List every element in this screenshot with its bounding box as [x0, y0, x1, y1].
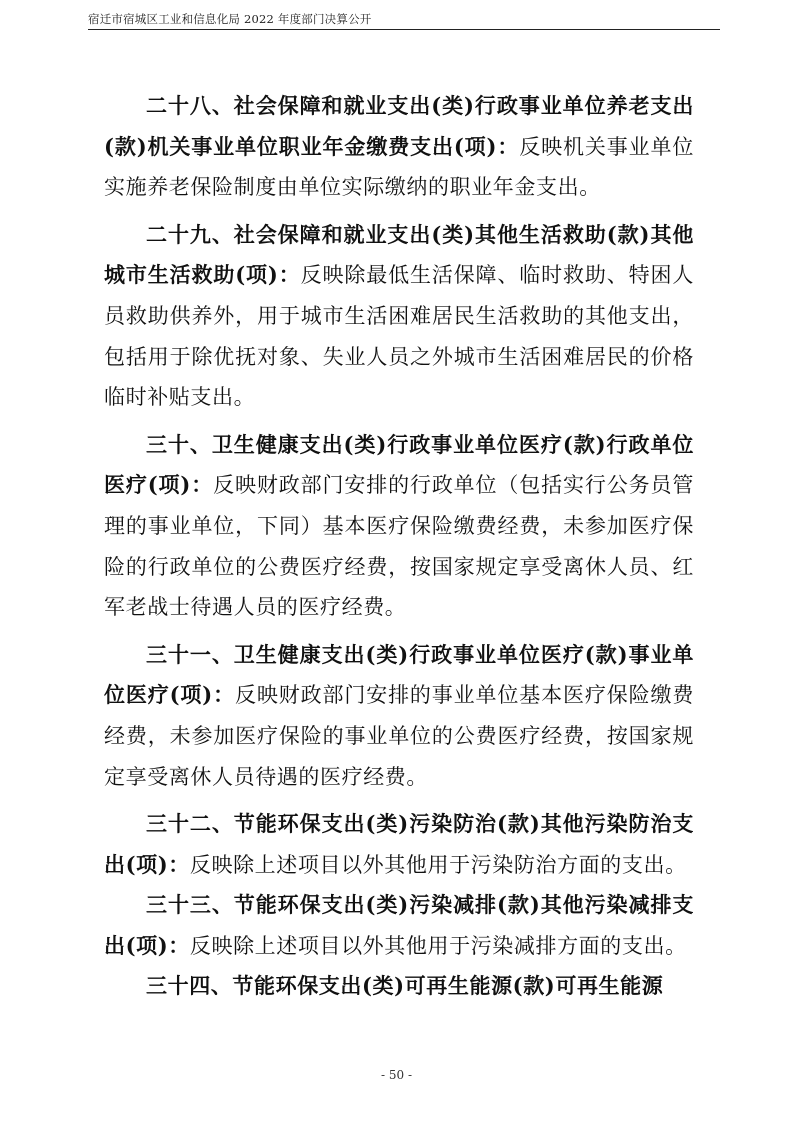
page-number: - 50 - [380, 1068, 412, 1082]
paragraph-32-text: 反映除上述项目以外其他用于污染防治方面的支出。 [189, 852, 687, 877]
paragraph-33-text: 反映除上述项目以外其他用于污染减排方面的支出。 [189, 933, 687, 958]
paragraph-30-heading: 三十、卫生健康支出(类)行政事业单位医疗(款)行政单位医疗(项)： [104, 431, 694, 498]
paragraph-29-text: 反映除最低生活保障、临时救助、特困人员救助供养外，用于城市生活困难居民生活救助的其他支出，包括用于除优抚对象、失业人员之外城市生活困难居民的价格临时补贴支出。 [104, 263, 694, 410]
paragraph-30 [104, 425, 694, 628]
paragraph-34-heading: 三十四、节能环保支出(类)可再生能源(款)可再生能源 [146, 973, 664, 999]
paragraph-29-heading: 二十九、社会保障和就业支出(类)其他生活救助(款)其他城市生活救助(项)： [104, 221, 694, 288]
paragraph-33-heading: 三十三、节能环保支出(类)污染减排(款)其他污染减排支出(项)： [104, 892, 694, 958]
header-title: 宿迁市宿城区工业和信息化局 2022 年度部门决算公开 [88, 12, 372, 26]
paragraph-32 [104, 804, 694, 885]
paragraph-32-heading: 三十二、节能环保支出(类)污染防治(款)其他污染防治支出(项)： [104, 811, 694, 877]
paragraph-34 [104, 966, 694, 1007]
paragraph-30-text: 反映财政部门安排的行政单位（包括实行公务员管理的事业单位，下同）基本医疗保险缴费经费，未参加医疗保险的行政单位的公费医疗经费，按国家规定享受离休人员、红军老战士待遇人员的医疗经费。 [104, 473, 694, 620]
paragraph-28 [104, 86, 694, 208]
paragraph-28-heading: 二十八、社会保障和就业支出(类)行政事业单位养老支出(款)机关事业单位职业年金缴费支出(项)： [104, 93, 694, 159]
document-body [104, 86, 694, 1007]
paragraph-31 [104, 635, 694, 797]
paragraph-31-text: 反映财政部门安排的事业单位基本医疗保险缴费经费，未参加医疗保险的事业单位的公费医疗经费，按国家规定享受离休人员待遇的医疗经费。 [104, 683, 694, 789]
paragraph-28-text: 反映机关事业单位实施养老保险制度由单位实际缴纳的职业年金支出。 [104, 134, 694, 200]
paragraph-29 [104, 215, 694, 418]
page-header [88, 8, 720, 30]
paragraph-33 [104, 885, 694, 966]
paragraph-31-heading: 三十一、卫生健康支出(类)行政事业单位医疗(款)事业单位医疗(项)： [104, 641, 694, 708]
